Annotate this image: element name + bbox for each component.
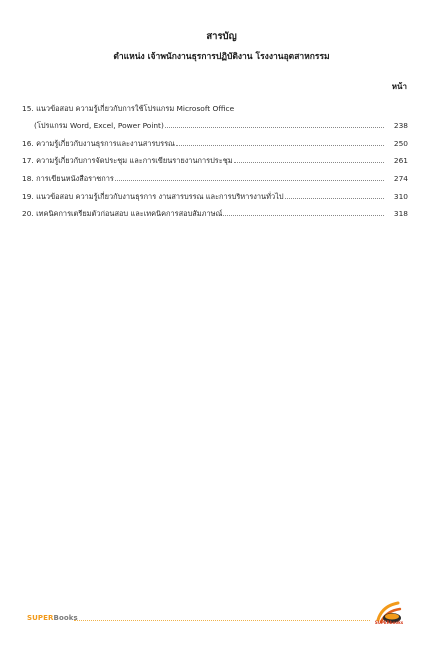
toc-leader-dots [235, 110, 384, 111]
toc-entry-page: 318 [393, 209, 408, 219]
footer-brand [27, 614, 78, 622]
toc-entry-label: 15. แนวข้อสอบ ความรู้เกี่ยวกับการใช้โปรแกรม Microsoft Office [22, 103, 235, 113]
toc-leader-dots [176, 144, 384, 146]
page-subtitle: ตำแหน่ง เจ้าพนักงานธุรการปฏิบัติงาน โรงงานอุตสาหกรรม [113, 52, 330, 62]
toc-entry-label: 20. เทคนิคการเตรียมตัวก่อนสอบ และเทคนิคการสอบสัมภาษณ์ [22, 209, 223, 219]
toc-entry [22, 131, 408, 149]
toc-entry-page: 238 [393, 121, 408, 131]
toc-entry-label: 17. ความรู้เกี่ยวกับการจัดประชุม และการเขียนรายงานการประชุม [22, 156, 233, 166]
toc-entry-label: 16. ความรู้เกี่ยวกับงานธุรการและงานสารบรรณ [22, 138, 175, 148]
toc-entry [22, 202, 408, 220]
toc-entry-page: 261 [393, 156, 408, 166]
footer-brand-part1: SUPER [27, 614, 54, 622]
toc-entry-label: 18. การเขียนหนังสือราชการ [22, 173, 114, 183]
page-column-header: หน้า [391, 82, 407, 91]
toc-entry [22, 96, 408, 114]
footer-brand-part2: Books [53, 614, 78, 622]
toc-entry [22, 184, 408, 202]
toc-leader-dots [165, 126, 384, 128]
table-of-contents [22, 96, 408, 219]
toc-entry [22, 114, 408, 132]
toc-leader-dots [234, 161, 384, 163]
logo-text: SUPERbooks [374, 620, 404, 625]
toc-leader-dots [223, 214, 384, 216]
toc-entry [22, 149, 408, 167]
page-title: สารบัญ [206, 31, 237, 42]
toc-entry-label: (โปรแกรม Word, Excel, Power Point) [34, 121, 164, 131]
toc-entry-page: 310 [393, 191, 408, 201]
footer-divider [74, 620, 370, 621]
toc-entry-page: 274 [393, 173, 408, 183]
toc-entry-page: 250 [393, 138, 408, 148]
toc-leader-dots [115, 179, 384, 181]
toc-entry-label: 19. แนวข้อสอบ ความรู้เกี่ยวกับงานธุรการ งานสารบรรณ และการบริหารงานทั่วไป [22, 191, 284, 201]
toc-entry [22, 166, 408, 184]
toc-leader-dots [285, 197, 384, 199]
